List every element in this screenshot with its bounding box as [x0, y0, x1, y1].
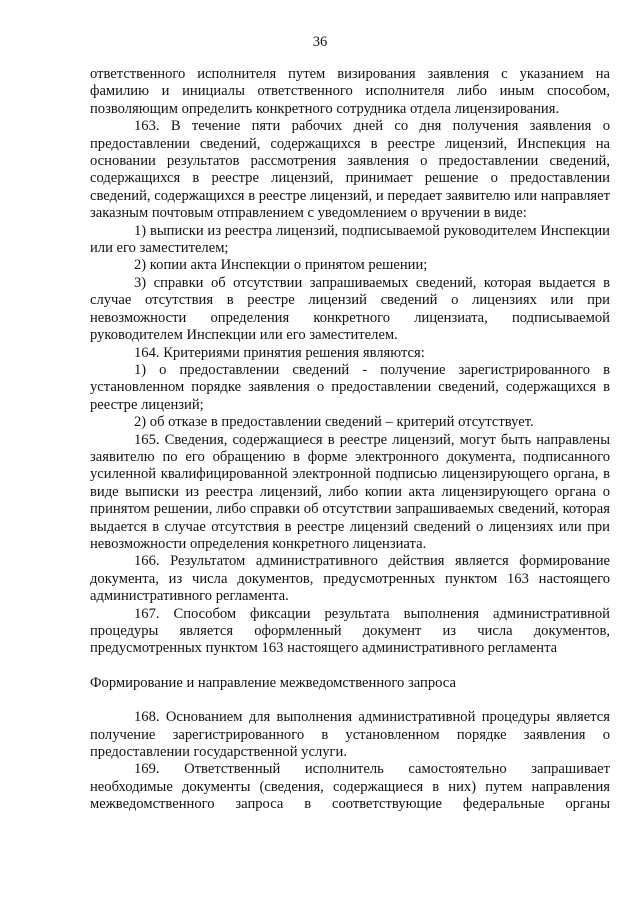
- paragraph-169: 169. Ответственный исполнитель самостоятельно запрашивает необходимые документы (сведения, содержащиеся в них) путем направления межведомственного запроса в соответствующие федеральные органы: [90, 761, 610, 813]
- list-item-164-1: 1) о предоставлении сведений - получение зарегистрированного в установленном порядке заявления о предоставлении сведений, содержащихся в реестре лицензий;: [90, 361, 610, 413]
- paragraph-continuation: ответственного исполнителя путем визирования заявления с указанием на фамилию и инициалы ответственного исполнителя либо иным способом, позволяющим определить конкретного сотрудника отдела лицензирования.: [90, 66, 610, 117]
- paragraph-167: 167. Способом фиксации результата выполнения административной процедуры является оформленный документ из числа документов, предусмотренных пунктом 163 настоящего административного регламента: [90, 605, 610, 657]
- paragraph-164: 164. Критериями принятия решения являются:: [134, 344, 425, 361]
- section-heading: Формирование и направление межведомственного запроса: [90, 674, 456, 691]
- list-item-164-2: 2) об отказе в предоставлении сведений – критерий отсутствует.: [134, 414, 534, 431]
- paragraph-165: 165. Сведения, содержащиеся в реестре лицензий, могут быть направлены заявителю по его обращению в форме электронного документа, подписанного усиленной квалифицированной электронной подписью лицензирующего органа, в виде выписки из реестра лицензий, либо копии акта лицензирующего органа о принятом решении, либо справки об отсутствии запрашиваемых сведений, которая выдается в случае отсутствия в реестре лицензий сведений о лицензиях или при невозможности определения конкретного лицензиата.: [90, 431, 610, 552]
- list-item-163-2: 2) копии акта Инспекции о принятом решении;: [134, 257, 428, 274]
- list-item-163-1: 1) выписки из реестра лицензий, подписываемой руководителем Инспекции или его заместителем;: [90, 222, 610, 257]
- document-body: [90, 66, 610, 814]
- paragraph-166: 166. Результатом административного действия является формирование документа, из числа документов, предусмотренных пунктом 163 настоящего административного регламента.: [90, 553, 610, 605]
- list-item-163-3: 3) справки об отсутствии запрашиваемых сведений, которая выдается в случае отсутствия в реестре лицензий сведений о лицензиях или при невозможности определения конкретного лицензиата, подписываемой руководителем Инспекции или его заместителем.: [90, 274, 610, 344]
- page-number: 36: [312, 34, 328, 50]
- paragraph-168: 168. Основанием для выполнения административной процедуры является получение зарегистрированного в установленном порядке заявления о предоставлении государственной услуги.: [90, 709, 610, 761]
- paragraph-163: 163. В течение пяти рабочих дней со дня получения заявления о предоставлении сведений, содержащихся в реестре лицензий, Инспекция на основании результатов рассмотрения заявления о предоставлении сведений, содержащихся в реестре лицензий, принимает решение о предоставлении сведений, содержащихся в реестре лицензий, и передает заявителю или направляет заказным почтовым отправлением с уведомлением о вручении в виде:: [90, 118, 610, 222]
